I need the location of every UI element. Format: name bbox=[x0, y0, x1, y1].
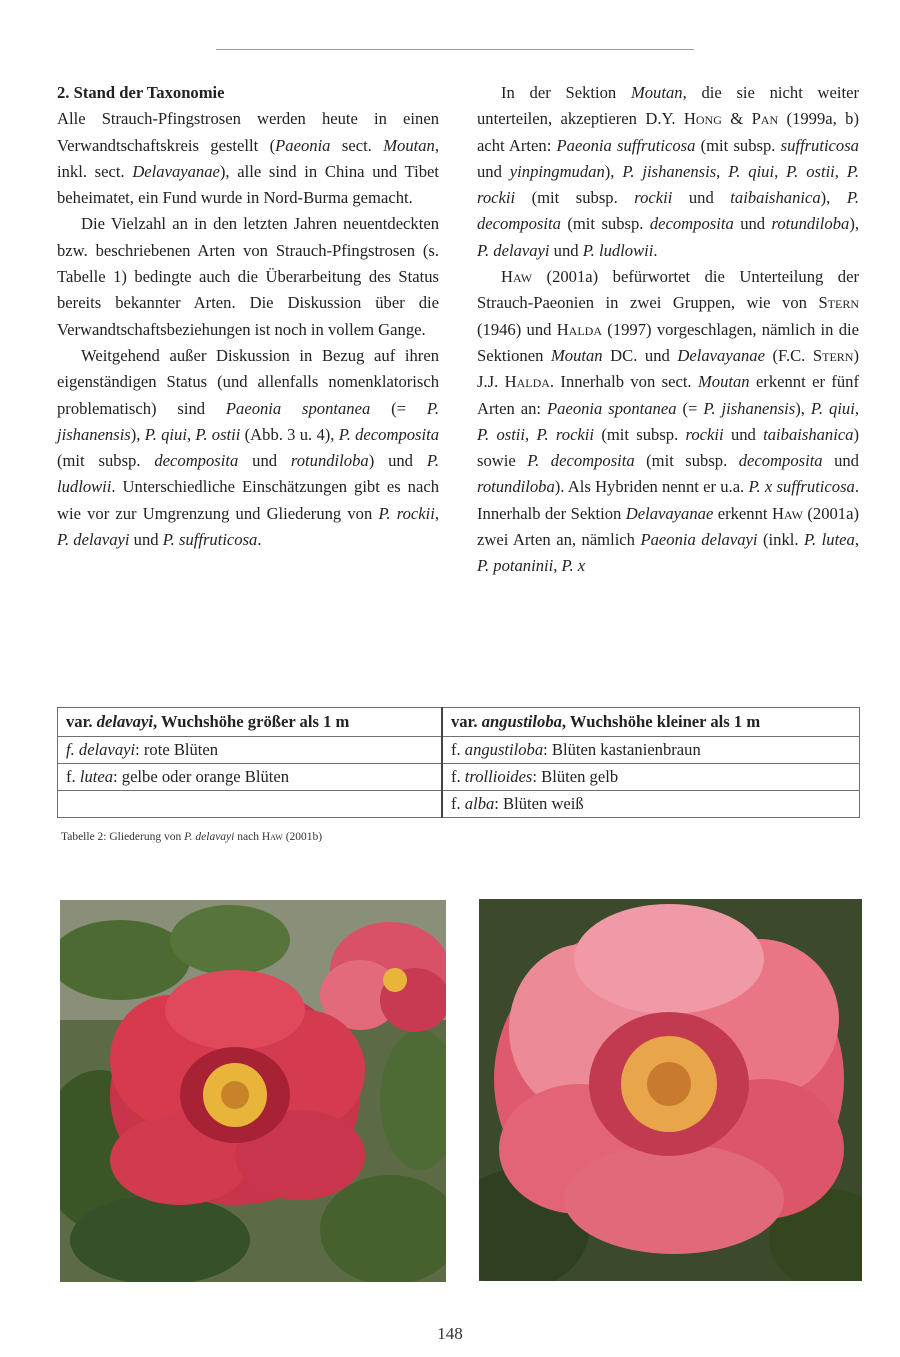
pink-flower bbox=[494, 904, 844, 1254]
table-header-row bbox=[58, 708, 860, 737]
table-cell: f. angustiloba: Blüten kastanienbraun bbox=[442, 737, 860, 764]
paragraph-right-2: Haw (2001a) befürwortet die Unterteilung der Strauch-Paeonien in zwei Gruppen, wie von Stern (1946) und Halda (1997) vorgeschlagen, nämlich in die Sektionen Moutan DC. und Delavayanae (F.C. Stern) J.J. Halda. Innerhalb von sect. Moutan erkennt er fünf Arten an: Paeonia spontanea (= P. jishanensis), P. qiui, P. ostii, P. rockii (mit subsp. rockii und taibaishanica) sowie P. decomposita (mit subsp. decomposita und rotundiloba). Als Hybriden nennt er u.a. P. x suffruticosa. Innerhalb der Sektion Delavayanae erkennt Haw (2001a) zwei Arten an, nämlich Paeonia delavayi (inkl. P. lutea, P. potaninii, P. x bbox=[477, 267, 860, 576]
page-number: 148 bbox=[437, 1324, 463, 1343]
table-caption: Tabelle 2: Gliederung von P. delavayi nach Haw (2001b) bbox=[61, 831, 323, 843]
header-rule bbox=[216, 49, 694, 50]
paragraph-left-2: Die Vielzahl an in den letzten Jahren neuentdeckten bzw. beschriebenen Arten von Strauch-Pfingstrosen (s. Tabelle 1) bedingte auch die Überarbeitung des Status bereits bekannter Arten. Die Diskussion über die Verwandtschaftsbeziehungen ist noch in vollem Gange. bbox=[57, 214, 439, 339]
left-column bbox=[57, 80, 439, 553]
paragraph-right-1: In der Sektion Moutan, die sie nicht weiter unterteilen, akzeptieren D.Y. Hong & Pan (1999a, b) acht Arten: Paeonia suffruticosa (mit subsp. suffruticosa und yinpingmudan), P. jishanensis, P. qiui, P. ostii, P. rockii (mit subsp. rockii und taibaishanica), P. decomposita (mit subsp. decomposita und rotundiloba), P. delavayi und P. ludlowii. bbox=[477, 83, 860, 260]
table-row bbox=[58, 737, 860, 764]
table-cell: f. alba: Blüten weiß bbox=[442, 791, 860, 818]
table-header-angustiloba: var. angustiloba, Wuchshöhe kleiner als 1 m bbox=[442, 708, 860, 737]
table-cell-empty bbox=[58, 791, 442, 818]
table-cell: f. lutea: gelbe oder orange Blüten bbox=[58, 764, 442, 791]
table-cell: f. delavayi: rote Blüten bbox=[58, 737, 442, 764]
table-cell: f. trollioides: Blüten gelb bbox=[442, 764, 860, 791]
paragraph-left-3: Weitgehend außer Diskussion in Bezug auf ihren eigenständigen Status (und allenfalls nomenklatorisch problematisch) sind Paeonia spontanea (= P. jishanensis), P. qiui, P. ostii (Abb. 3 u. 4), P. decomposita (mit subsp. decomposita und rotundiloba) und P. ludlowii. Unterschiedliche Einschätzungen gibt es nach wie vor zur Umgrenzung und Gliederung von P. rockii, P. delavayi und P. suffruticosa. bbox=[57, 345, 440, 550]
paragraph-left-1: Alle Strauch-Pfingstrosen werden heute in einen Verwandtschaftskreis gestellt (Paeonia sect. Moutan, inkl. sect. Delavayanae), alle sind in China und Tibet beheimatet, ein Fund wurde in Nord-Burma gemacht. bbox=[57, 109, 440, 208]
peony-photo-right bbox=[479, 899, 862, 1281]
table-header-delavayi: var. delavayi, Wuchshöhe größer als 1 m bbox=[58, 708, 442, 737]
peony-photo-left bbox=[60, 900, 446, 1282]
taxonomy-table bbox=[57, 707, 860, 818]
table-row bbox=[58, 764, 860, 791]
right-column bbox=[477, 80, 859, 580]
section-heading: 2. Stand der Taxonomie bbox=[57, 83, 225, 102]
table-row bbox=[58, 791, 860, 818]
